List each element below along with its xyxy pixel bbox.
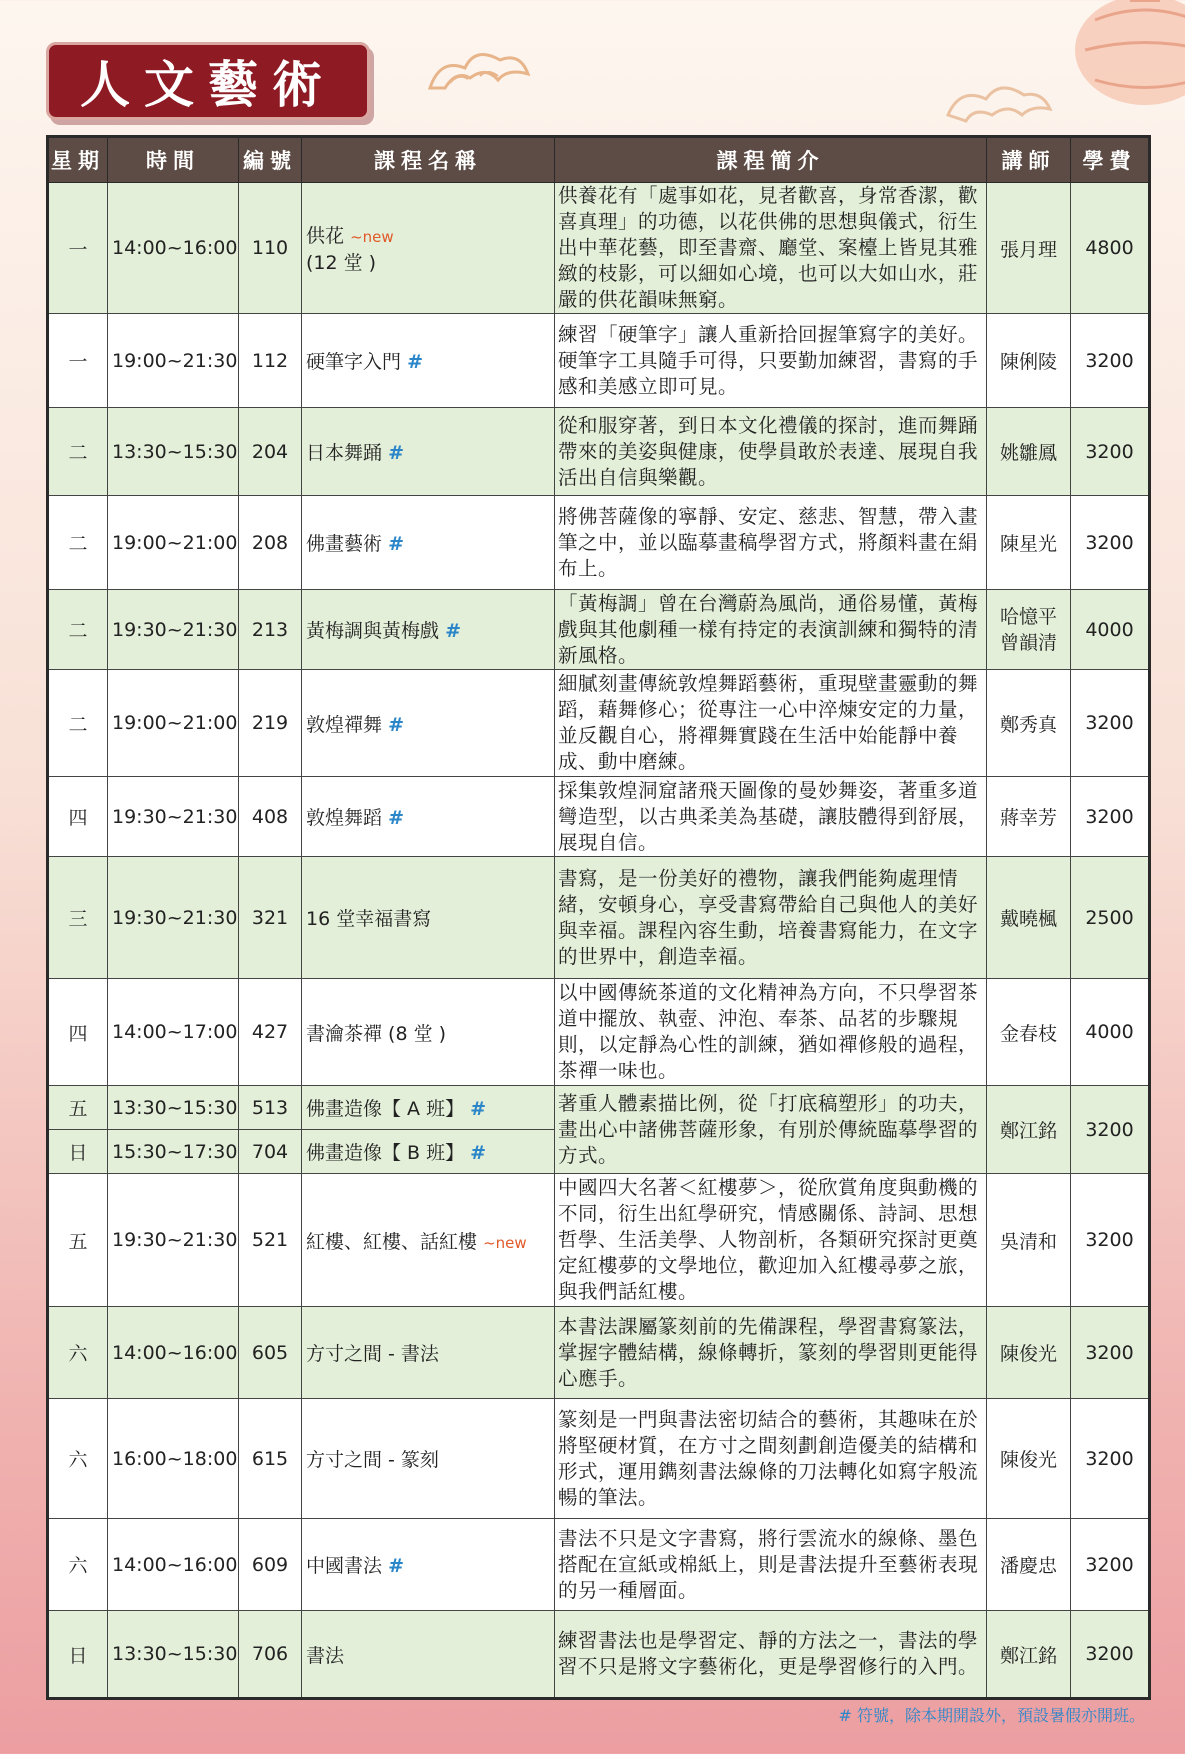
table-row [48,183,1150,314]
teacher-cell: 鄭江銘 [987,1611,1071,1699]
table-row [48,314,1150,408]
course-name-cell [302,183,555,314]
time-cell: 19:00~21:00 [108,670,239,777]
time-cell: 14:00~16:00 [108,1519,239,1611]
time-cell: 13:30~15:30 [108,1611,239,1699]
course-name-cell [302,1519,555,1611]
teacher-cell: 姚雛鳳 [987,408,1071,496]
new-badge: ~new [483,1233,527,1252]
course-name-cell [302,857,555,979]
cloud-decoration-icon [420,38,540,108]
code-cell: 706 [239,1611,302,1699]
hash-badge: # [388,533,404,555]
fee-cell: 3200 [1071,1307,1150,1399]
table-row [48,1086,1150,1130]
course-name-cell [302,1399,555,1519]
table-row [48,1399,1150,1519]
code-cell: 321 [239,857,302,979]
code-cell: 704 [239,1130,302,1174]
header-course-name: 課程名稱 [302,137,555,183]
title-banner [46,42,370,120]
code-cell: 112 [239,314,302,408]
code-cell: 427 [239,979,302,1086]
header-code: 編號 [239,137,302,183]
day-cell: 一 [48,314,108,408]
teacher-cell: 陳星光 [987,496,1071,590]
fee-cell: 3200 [1071,496,1150,590]
course-name: 硬筆字入門 [306,351,402,373]
course-name-cell [302,1130,555,1174]
teacher-cell: 戴曉楓 [987,857,1071,979]
course-desc-cell: 採集敦煌洞窟諸飛天圖像的曼妙舞姿，著重多道彎造型，以古典柔美為基礎，讓肢體得到舒展，展現自信。 [555,777,987,857]
code-cell: 521 [239,1174,302,1307]
fee-cell: 3200 [1071,1611,1150,1699]
course-name-cell [302,1611,555,1699]
hash-badge: # [407,351,423,373]
table-header-row [48,137,1150,183]
course-desc-cell: 篆刻是一門與書法密切結合的藝術，其趣味在於將堅硬材質，在方寸之間刻劃創造優美的結構和形式，運用鐫刻書法線條的刀法轉化如寫字般流暢的筆法。 [555,1399,987,1519]
time-cell: 19:30~21:30 [108,1174,239,1307]
course-name-cell [302,1307,555,1399]
day-cell: 一 [48,183,108,314]
teacher-cell: 金春枝 [987,979,1071,1086]
fee-cell: 4000 [1071,979,1150,1086]
hash-badge: # [388,713,404,736]
day-cell: 五 [48,1174,108,1307]
table-row [48,1174,1150,1307]
time-cell: 19:00~21:00 [108,496,239,590]
course-name-cell [302,979,555,1086]
course-name-cell [302,408,555,496]
fee-cell: 3200 [1071,670,1150,777]
course-name-cell [302,1086,555,1130]
hash-badge: # [445,620,461,642]
fee-cell: 2500 [1071,857,1150,979]
page-title: 人文藝術 [80,55,336,114]
time-cell: 19:30~21:30 [108,857,239,979]
footnote: # 符號，除本期開設外，預設暑假亦開班。 [838,1706,1145,1725]
course-name-cell [302,314,555,408]
table-row [48,590,1150,670]
fee-cell: 4800 [1071,183,1150,314]
day-cell: 二 [48,496,108,590]
course-sessions: (12 堂 ) [306,252,377,274]
course-desc-cell: 書法不只是文字書寫，將行雲流水的線條、墨色搭配在宣紙或棉紙上，則是書法提升至藝術表現的另一種層面。 [555,1519,987,1611]
course-desc-cell: 以中國傳統茶道的文化精神為方向，不只學習茶道中擺放、執壺、沖泡、奉茶、品茗的步驟規則，以定靜為心性的訓練，猶如禪修般的過程，茶禪一味也。 [555,979,987,1086]
header-course-intro: 課程簡介 [555,137,987,183]
course-desc-cell: 練習書法也是學習定、靜的方法之一，書法的學習不只是將文字藝術化，更是學習修行的入門。 [555,1611,987,1699]
hash-badge: # [388,807,404,829]
code-cell: 110 [239,183,302,314]
course-name-cell [302,590,555,670]
table-row [48,1519,1150,1611]
course-name: 敦煌舞蹈 [306,807,383,829]
course-table [46,135,1151,1700]
course-name-cell [302,670,555,777]
fee-cell: 3200 [1071,1174,1150,1307]
day-cell: 六 [48,1307,108,1399]
teacher-cell: 陳俊光 [987,1399,1071,1519]
table-row [48,1611,1150,1699]
time-cell: 13:30~15:30 [108,408,239,496]
day-cell: 五 [48,1086,108,1130]
teacher-cell: 吳清和 [987,1174,1071,1307]
code-cell: 605 [239,1307,302,1399]
teacher-cell: 蔣幸芳 [987,777,1071,857]
header-day: 星期 [48,137,108,183]
course-name: 16 堂幸福書寫 [306,908,432,930]
hash-badge: # [470,1142,487,1164]
time-cell: 14:00~16:00 [108,1307,239,1399]
fee-cell: 3200 [1071,1086,1150,1174]
day-cell: 二 [48,408,108,496]
teacher-cell: 鄭江銘 [987,1086,1071,1174]
teacher-cell: 陳俊光 [987,1307,1071,1399]
course-name: 紅樓、紅樓、話紅樓 [306,1230,478,1253]
code-cell: 219 [239,670,302,777]
header-teacher: 講師 [987,137,1071,183]
teacher-cell: 張月理 [987,183,1071,314]
course-name: 書瀹茶禪 (8 堂 ) [306,1022,447,1045]
course-name-cell [302,777,555,857]
hash-badge: # [470,1098,487,1120]
course-desc-cell: 書寫，是一份美好的禮物，讓我們能夠處理情緒，安頓身心，享受書寫帶給自己與他人的美好與幸福。課程內容生動，培養書寫能力，在文字的世界中，創造幸福。 [555,857,987,979]
course-desc-cell: 從和服穿著，到日本文化禮儀的探討，進而舞踊帶來的美姿與健康，使學員敢於表達、展現自我活出自信與樂觀。 [555,408,987,496]
time-cell: 14:00~16:00 [108,183,239,314]
table-row [48,777,1150,857]
code-cell: 408 [239,777,302,857]
new-badge: ~new [350,228,394,246]
table-row [48,408,1150,496]
course-name: 黃梅調與黃梅戲 [306,620,440,642]
course-desc-cell: 練習「硬筆字」讓人重新拾回握筆寫字的美好。硬筆字工具隨手可得，只要勤加練習，書寫的手感和美感立即可見。 [555,314,987,408]
course-desc-cell: 將佛菩薩像的寧靜、安定、慈悲、智慧，帶入畫筆之中，並以臨摹畫稿學習方式，將顏料畫在絹布上。 [555,496,987,590]
course-name-cell [302,496,555,590]
table-row [48,670,1150,777]
fee-cell: 3200 [1071,1519,1150,1611]
course-desc-cell: 著重人體素描比例，從「打底稿塑形」的功夫，畫出心中諸佛菩薩形象，有別於傳統臨摹學習的方式。 [555,1086,987,1174]
fee-cell: 3200 [1071,777,1150,857]
day-cell: 二 [48,670,108,777]
course-name-cell [302,1174,555,1307]
code-cell: 513 [239,1086,302,1130]
header-time: 時間 [108,137,239,183]
day-cell: 二 [48,590,108,670]
course-name: 日本舞踊 [306,442,383,464]
header-fee: 學費 [1071,137,1150,183]
table-row [48,857,1150,979]
code-cell: 609 [239,1519,302,1611]
fee-cell: 4000 [1071,590,1150,670]
time-cell: 14:00~17:00 [108,979,239,1086]
course-desc-cell: 供養花有「處事如花，見者歡喜，身常香潔，歡喜真理」的功德，以花供佛的思想與儀式，衍生出中華花藝，即至書齋、廳堂、案檯上皆見其雅緻的枝影，可以細如心境，也可以大如山水，莊嚴的供花韻味無窮。 [555,183,987,314]
course-name: 佛畫造像【 A 班】 [306,1098,465,1120]
course-name: 佛畫造像【 B 班】 [306,1142,465,1164]
course-desc-cell: 中國四大名著＜紅樓夢＞，從欣賞角度與動機的不同，衍生出紅學研究，情感關係、詩詞、思想哲學、生活美學、人物剖析，各類研究探討更奠定紅樓夢的文學地位，歡迎加入紅樓尋夢之旅，與我們話紅樓。 [555,1174,987,1307]
code-cell: 204 [239,408,302,496]
fee-cell: 3200 [1071,314,1150,408]
table-row [48,1307,1150,1399]
course-name: 方寸之間 - 書法 [306,1343,439,1365]
time-cell: 19:30~21:30 [108,590,239,670]
time-cell: 15:30~17:30 [108,1130,239,1174]
hash-badge: # [388,1555,404,1577]
time-cell: 16:00~18:00 [108,1399,239,1519]
time-cell: 19:00~21:30 [108,314,239,408]
course-name: 供花 [306,225,345,247]
day-cell: 日 [48,1130,108,1174]
lantern-decoration-icon [1025,0,1185,120]
day-cell: 六 [48,1519,108,1611]
day-cell: 四 [48,979,108,1086]
time-cell: 13:30~15:30 [108,1086,239,1130]
course-desc-cell: 本書法課屬篆刻前的先備課程，學習書寫篆法，掌握字體結構，線條轉折，篆刻的學習則更能得心應手。 [555,1307,987,1399]
table-row [48,979,1150,1086]
course-name: 方寸之間 - 篆刻 [306,1449,439,1471]
course-desc-cell: 「黃梅調」曾在台灣蔚為風尚，通俗易懂，黃梅戲與其他劇種一樣有持定的表演訓練和獨特的清新風格。 [555,590,987,670]
table-row [48,496,1150,590]
teacher-cell: 哈憶平 曾韻清 [987,590,1071,670]
code-cell: 213 [239,590,302,670]
teacher-cell: 鄭秀真 [987,670,1071,777]
fee-cell: 3200 [1071,408,1150,496]
code-cell: 208 [239,496,302,590]
course-desc-cell: 細膩刻畫傳統敦煌舞蹈藝術，重現壁畫靈動的舞蹈，藉舞修心；從專注一心中淬煉安定的力量，並反觀自心，將禪舞實踐在生活中始能靜中養成、動中磨練。 [555,670,987,777]
code-cell: 615 [239,1399,302,1519]
teacher-cell: 陳俐陵 [987,314,1071,408]
course-name: 佛畫藝術 [306,533,383,555]
time-cell: 19:30~21:30 [108,777,239,857]
hash-badge: # [388,442,404,464]
fee-cell: 3200 [1071,1399,1150,1519]
course-name: 敦煌禪舞 [306,713,383,736]
course-name: 中國書法 [306,1555,383,1577]
teacher-cell: 潘慶忠 [987,1519,1071,1611]
day-cell: 四 [48,777,108,857]
day-cell: 日 [48,1611,108,1699]
day-cell: 三 [48,857,108,979]
course-name: 書法 [306,1644,345,1667]
day-cell: 六 [48,1399,108,1519]
